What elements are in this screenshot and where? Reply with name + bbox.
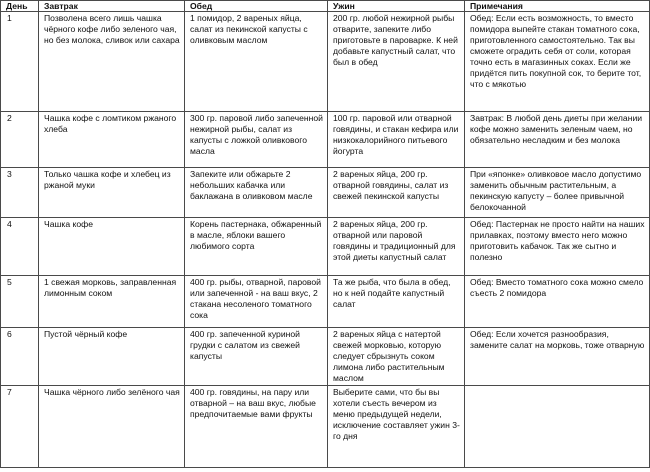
header-dinner: Ужин xyxy=(328,1,465,12)
notes-cell xyxy=(465,386,650,468)
table-row xyxy=(1,276,650,328)
dinner-cell: 2 вареных яйца, 200 гр. отварной или паровой говядины и традиционный для этой диеты капустный салат xyxy=(328,218,465,276)
lunch-cell: 300 гр. паровой либо запеченной нежирной рыбы, салат из капусты с ложкой оливкового масла xyxy=(185,112,328,168)
notes-cell: Завтрак: В любой день диеты при желании кофе можно заменить зеленым чаем, но обязательно несладким и без молока xyxy=(465,112,650,168)
lunch-cell: Запеките или обжарьте 2 небольших кабачка или баклажана в оливковом масле xyxy=(185,168,328,218)
breakfast-cell: Чашка чёрного либо зелёного чая xyxy=(39,386,185,468)
lunch-cell: Корень пастернака, обжаренный в масле, яблоки вашего любимого сорта xyxy=(185,218,328,276)
notes-cell: Обед: Вместо томатного сока можно смело съесть 2 помидора xyxy=(465,276,650,328)
breakfast-cell: Чашка кофе xyxy=(39,218,185,276)
dinner-cell: 100 гр. паровой или отварной говядины, и стакан кефира или низкокалорийного питьевого йогурта xyxy=(328,112,465,168)
table-header-row xyxy=(1,1,650,12)
header-lunch: Обед xyxy=(185,1,328,12)
table-row xyxy=(1,218,650,276)
table-row xyxy=(1,12,650,112)
header-notes: Примечания xyxy=(465,1,650,12)
dinner-cell: 2 вареных яйца с натертой свежей морковью, которую следует сбрызнуть соком лимона либо растительным маслом xyxy=(328,328,465,386)
day-cell: 1 xyxy=(1,12,39,112)
dinner-cell: Та же рыба, что была в обед, но к ней подайте капустный салат xyxy=(328,276,465,328)
table-row xyxy=(1,328,650,386)
notes-cell: При «японке» оливковое масло допустимо заменить обычным растительным, а пекинскую капусту – более привычной белокочанной xyxy=(465,168,650,218)
dinner-cell: Выберите сами, что бы вы хотели съесть вечером из меню предыдущей недели, исключение составляет ужин 3-го дня xyxy=(328,386,465,468)
breakfast-cell: Чашка кофе с ломтиком ржаного хлеба xyxy=(39,112,185,168)
breakfast-cell: 1 свежая морковь, заправленная лимонным соком xyxy=(39,276,185,328)
day-cell: 4 xyxy=(1,218,39,276)
notes-cell: Обед: Пастернак не просто найти на наших прилавках, поэтому вместо него можно приготовить кабачок. Так же сытно и полезно xyxy=(465,218,650,276)
day-cell: 5 xyxy=(1,276,39,328)
breakfast-cell: Пустой чёрный кофе xyxy=(39,328,185,386)
table-row xyxy=(1,386,650,468)
lunch-cell: 400 гр. рыбы, отварной, паровой или запеченной - на ваш вкус, 2 стакана несоленого томатного сока xyxy=(185,276,328,328)
day-cell: 7 xyxy=(1,386,39,468)
day-cell: 3 xyxy=(1,168,39,218)
header-day: День xyxy=(1,1,39,12)
table-row xyxy=(1,168,650,218)
breakfast-cell: Только чашка кофе и хлебец из ржаной муки xyxy=(39,168,185,218)
lunch-cell: 400 гр. говядины, на пару или отварной – на ваш вкус, любые предпочитаемые вами фрукты xyxy=(185,386,328,468)
table-row xyxy=(1,112,650,168)
day-cell: 6 xyxy=(1,328,39,386)
header-breakfast: Завтрак xyxy=(39,1,185,12)
notes-cell: Обед: Если есть возможность, то вместо помидора выпейте стакан томатного сока, приготовленного самостоятельно. Так вы сможете оградить себя от соли, которая точно есть в магазинных соках. Если же придётся пить покупной сок, то берите тот, что с мякотью xyxy=(465,12,650,112)
lunch-cell: 400 гр. запеченной куриной грудки с салатом из свежей капусты xyxy=(185,328,328,386)
dinner-cell: 2 вареных яйца, 200 гр. отварной говядины, салат из свежей пекинской капусты xyxy=(328,168,465,218)
breakfast-cell: Позволена всего лишь чашка чёрного кофе либо зеленого чая, но без молока, сливок или сахара xyxy=(39,12,185,112)
day-cell: 2 xyxy=(1,112,39,168)
dinner-cell: 200 гр. любой нежирной рыбы отварите, запеките либо приготовьте в пароварке. К ней добавьте капустный салат, что был в обед xyxy=(328,12,465,112)
notes-cell: Обед: Если хочется разнообразия, замените салат на морковь, тоже отварную xyxy=(465,328,650,386)
lunch-cell: 1 помидор, 2 вареных яйца, салат из пекинской капусты с оливковым маслом xyxy=(185,12,328,112)
